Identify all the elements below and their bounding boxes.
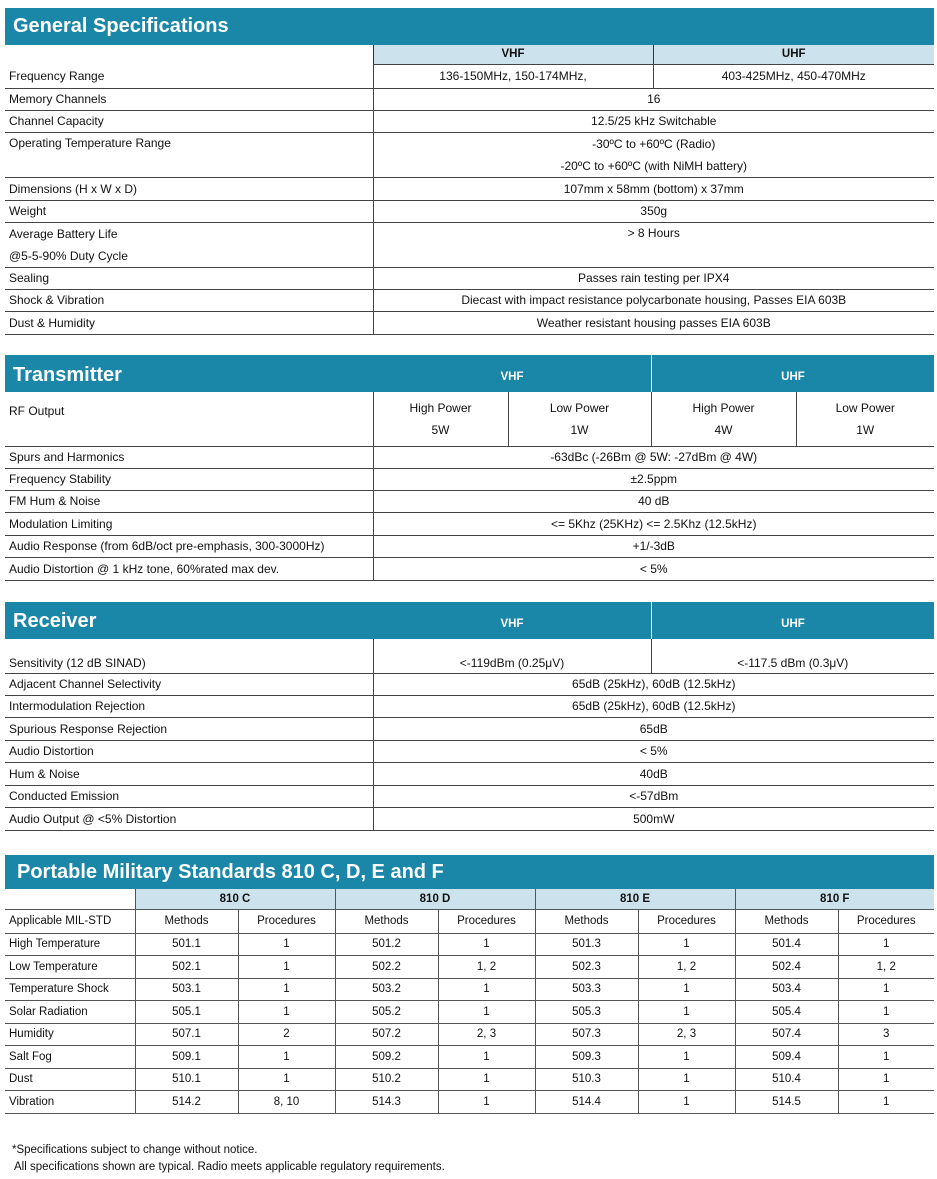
row-value: 136-150MHz, 150-174MHz, [373, 64, 653, 88]
mil-procedure-cell: 1 [438, 1001, 535, 1024]
row-label: Frequency Range [5, 64, 373, 88]
rf-output-vhf-low [508, 392, 651, 446]
mil-procedure-cell: 1 [238, 978, 335, 1001]
mil-procedure-cell: 1 [638, 978, 735, 1001]
battery-label-line2: @5-5-90% Duty Cycle [9, 248, 128, 263]
mil-procedure-cell: 1 [838, 978, 934, 1001]
row-label: Operating Temperature Range [5, 132, 373, 177]
procedures-header: Procedures [838, 909, 934, 933]
mil-procedure-cell: 1, 2 [638, 956, 735, 979]
mil-test-label: Vibration [5, 1091, 135, 1114]
mil-method-cell: 507.1 [135, 1023, 238, 1046]
general-subheader [5, 45, 934, 64]
table-row [5, 933, 934, 956]
footnote-typical: All specifications shown are typical. Radio meets applicable regulatory requirements. [14, 1161, 445, 1173]
row-label: Intermodulation Rejection [5, 695, 373, 717]
row-label: Audio Output @ <5% Distortion [5, 807, 373, 830]
row-label: Weight [5, 200, 373, 222]
mil-procedure-cell: 3 [838, 1023, 934, 1046]
table-row [5, 110, 934, 132]
mil-procedure-cell: 1 [438, 933, 535, 956]
row-value: 65dB (25kHz), 60dB (12.5kHz) [373, 673, 934, 695]
military-column-header [5, 909, 934, 933]
transmitter-title: Transmitter [13, 364, 122, 386]
rf-power-value: 1W [570, 422, 589, 437]
row-value: +1/-3dB [373, 535, 934, 557]
row-value: 40 dB [373, 490, 934, 512]
row-value: 16 [373, 88, 934, 110]
receiver-uhf-label: UHF [781, 618, 805, 630]
row-label: Sensitivity (12 dB SINAD) [5, 639, 373, 673]
mil-procedure-cell: 1 [638, 1091, 735, 1114]
mil-method-cell: 509.3 [535, 1046, 638, 1069]
general-title: General Specifications [13, 15, 229, 37]
temp-line-radio: -30ºC to +60ºC (Radio) [592, 136, 716, 151]
row-value: -63dBc (-26Bm @ 5W: -27dBm @ 4W) [373, 446, 934, 468]
table-row [5, 807, 934, 830]
row-value: 350g [373, 200, 934, 222]
table-row [5, 740, 934, 762]
mil-procedure-cell: 1 [838, 933, 934, 956]
transmitter-vhf-label: VHF [500, 371, 524, 383]
row-label: Modulation Limiting [5, 512, 373, 535]
mil-test-label: Humidity [5, 1023, 135, 1046]
transmitter-header [5, 355, 934, 392]
mil-procedure-cell: 1 [438, 1046, 535, 1069]
receiver-vhf-label: VHF [500, 618, 524, 630]
row-value: > 8 Hours [373, 222, 934, 267]
mil-procedure-cell: 1 [838, 1091, 934, 1114]
mil-method-cell: 507.2 [335, 1023, 438, 1046]
row-label: Hum & Noise [5, 762, 373, 785]
table-row [5, 978, 934, 1001]
mil-procedure-cell: 1 [838, 1001, 934, 1024]
table-row [5, 64, 934, 88]
row-label [5, 222, 373, 267]
mil-method-cell: 503.4 [735, 978, 838, 1001]
standard-810e: 810 E [535, 889, 735, 909]
mil-test-label: High Temperature [5, 933, 135, 956]
rf-output-uhf-low [796, 392, 934, 446]
row-value: 40dB [373, 762, 934, 785]
mil-method-cell: 501.2 [335, 933, 438, 956]
temp-line-battery: -20ºC to +60ºC (with NiMH battery) [560, 158, 747, 173]
battery-label-line1: Average Battery Life [9, 226, 118, 241]
mil-method-cell: 510.1 [135, 1068, 238, 1091]
mil-method-cell: 502.2 [335, 956, 438, 979]
mil-procedure-cell: 1 [238, 956, 335, 979]
table-row [5, 785, 934, 807]
mil-method-cell: 514.4 [535, 1091, 638, 1114]
row-value: <-57dBm [373, 785, 934, 807]
row-value: 12.5/25 kHz Switchable [373, 110, 934, 132]
methods-header: Methods [335, 909, 438, 933]
rf-output-vhf-high [373, 392, 508, 446]
rf-power-label: High Power [692, 400, 755, 415]
mil-procedure-cell: 1 [238, 1001, 335, 1024]
row-value: Diecast with impact resistance polycarbonate housing, Passes EIA 603B [373, 289, 934, 311]
mil-test-label: Dust [5, 1068, 135, 1091]
table-row [5, 717, 934, 740]
mil-first-col-header: Applicable MIL-STD [5, 909, 135, 933]
military-header [5, 855, 934, 889]
row-value: < 5% [373, 557, 934, 580]
footnote-change: *Specifications subject to change without notice. [12, 1144, 258, 1156]
mil-test-label: Temperature Shock [5, 978, 135, 1001]
mil-procedure-cell: 1 [838, 1068, 934, 1091]
mil-method-cell: 501.3 [535, 933, 638, 956]
receiver-table [5, 639, 934, 831]
table-row [5, 695, 934, 717]
table-row [5, 762, 934, 785]
table-row [5, 446, 934, 468]
table-row [5, 311, 934, 334]
rf-power-value: 5W [431, 422, 450, 437]
transmitter-table [5, 392, 934, 581]
receiver-header [5, 602, 934, 639]
mil-method-cell: 507.3 [535, 1023, 638, 1046]
mil-method-cell: 510.4 [735, 1068, 838, 1091]
mil-procedure-cell: 1 [438, 978, 535, 1001]
military-standard-header [5, 889, 934, 909]
table-row [5, 1046, 934, 1069]
table-row [5, 1091, 934, 1114]
row-value: Passes rain testing per IPX4 [373, 267, 934, 289]
mil-method-cell: 502.1 [135, 956, 238, 979]
mil-test-label: Low Temperature [5, 956, 135, 979]
mil-procedure-cell: 1 [838, 1046, 934, 1069]
rf-power-label: Low Power [835, 400, 895, 415]
row-value: 500mW [373, 807, 934, 830]
mil-method-cell: 503.3 [535, 978, 638, 1001]
table-row [5, 639, 934, 673]
mil-method-cell: 505.4 [735, 1001, 838, 1024]
mil-method-cell: 509.2 [335, 1046, 438, 1069]
procedures-header: Procedures [638, 909, 735, 933]
mil-procedure-cell: 2, 3 [638, 1023, 735, 1046]
mil-method-cell: 510.2 [335, 1068, 438, 1091]
mil-method-cell: 514.2 [135, 1091, 238, 1114]
standard-810d: 810 D [335, 889, 535, 909]
mil-method-cell: 505.2 [335, 1001, 438, 1024]
mil-method-cell: 514.3 [335, 1091, 438, 1114]
rf-power-label: High Power [409, 400, 472, 415]
table-row [5, 267, 934, 289]
methods-header: Methods [135, 909, 238, 933]
methods-header: Methods [735, 909, 838, 933]
row-label: Audio Distortion [5, 740, 373, 762]
table-row [5, 392, 934, 446]
row-label: Dimensions (H x W x D) [5, 177, 373, 200]
mil-method-cell: 505.1 [135, 1001, 238, 1024]
procedures-header: Procedures [438, 909, 535, 933]
row-label: Shock & Vibration [5, 289, 373, 311]
mil-method-cell: 502.3 [535, 956, 638, 979]
row-value: <-117.5 dBm (0.3μV) [651, 639, 934, 673]
table-row [5, 673, 934, 695]
row-value: ±2.5ppm [373, 468, 934, 490]
standard-810c: 810 C [135, 889, 335, 909]
row-label: Frequency Stability [5, 468, 373, 490]
mil-method-cell: 510.3 [535, 1068, 638, 1091]
general-table [5, 45, 934, 335]
mil-method-cell: 514.5 [735, 1091, 838, 1114]
mil-procedure-cell: 1 [638, 1001, 735, 1024]
mil-method-cell: 501.4 [735, 933, 838, 956]
mil-procedure-cell: 1 [438, 1068, 535, 1091]
row-value: <-119dBm (0.25μV) [373, 639, 651, 673]
table-row [5, 956, 934, 979]
military-standards-section [5, 855, 934, 1114]
row-label: Audio Distortion @ 1 kHz tone, 60%rated max dev. [5, 557, 373, 580]
rf-power-label: Low Power [549, 400, 610, 415]
mil-procedure-cell: 1, 2 [438, 956, 535, 979]
mil-procedure-cell: 1 [638, 1046, 735, 1069]
table-row [5, 512, 934, 535]
mil-procedure-cell: 1 [438, 1091, 535, 1114]
row-label: Conducted Emission [5, 785, 373, 807]
military-title: Portable Military Standards 810 C, D, E and F [17, 861, 444, 883]
military-rows [5, 933, 934, 1113]
transmitter-uhf-label: UHF [781, 371, 805, 383]
mil-method-cell: 507.4 [735, 1023, 838, 1046]
table-row [5, 468, 934, 490]
row-label: Audio Response (from 6dB/oct pre-emphasis, 300-3000Hz) [5, 535, 373, 557]
row-value: 65dB (25kHz), 60dB (12.5kHz) [373, 695, 934, 717]
rf-output-uhf-high [651, 392, 796, 446]
mil-procedure-cell: 1 [238, 1068, 335, 1091]
row-label: FM Hum & Noise [5, 490, 373, 512]
row-value: Weather resistant housing passes EIA 603B [373, 311, 934, 334]
table-row [5, 289, 934, 311]
general-header [5, 8, 934, 45]
table-row [5, 490, 934, 512]
row-label: Dust & Humidity [5, 311, 373, 334]
table-row [5, 177, 934, 200]
receiver-title: Receiver [13, 610, 97, 632]
receiver-section [5, 602, 934, 831]
mil-procedure-cell: 2 [238, 1023, 335, 1046]
table-row [5, 1023, 934, 1046]
mil-method-cell: 509.4 [735, 1046, 838, 1069]
mil-method-cell: 501.1 [135, 933, 238, 956]
table-row [5, 200, 934, 222]
row-label: Channel Capacity [5, 110, 373, 132]
general-specifications-section [5, 8, 934, 335]
row-label: Sealing [5, 267, 373, 289]
table-row [5, 1068, 934, 1091]
mil-procedure-cell: 1 [238, 933, 335, 956]
table-row [5, 88, 934, 110]
mil-method-cell: 503.2 [335, 978, 438, 1001]
mil-method-cell: 502.4 [735, 956, 838, 979]
mil-procedure-cell: 8, 10 [238, 1091, 335, 1114]
methods-header: Methods [535, 909, 638, 933]
row-label: Memory Channels [5, 88, 373, 110]
mil-test-label: Salt Fog [5, 1046, 135, 1069]
row-value [373, 132, 934, 177]
table-row [5, 222, 934, 267]
table-row [5, 1001, 934, 1024]
mil-method-cell: 505.3 [535, 1001, 638, 1024]
rf-power-value: 1W [856, 422, 875, 437]
mil-procedure-cell: 1 [638, 933, 735, 956]
mil-test-label: Solar Radiation [5, 1001, 135, 1024]
row-value: 65dB [373, 717, 934, 740]
row-label: RF Output [5, 392, 373, 446]
general-vhf-label: VHF [373, 45, 653, 64]
procedures-header: Procedures [238, 909, 335, 933]
mil-procedure-cell: 2, 3 [438, 1023, 535, 1046]
military-table [5, 889, 934, 1114]
mil-method-cell: 509.1 [135, 1046, 238, 1069]
row-value: <= 5Khz (25KHz) <= 2.5Khz (12.5kHz) [373, 512, 934, 535]
row-label: Spurs and Harmonics [5, 446, 373, 468]
row-label: Adjacent Channel Selectivity [5, 673, 373, 695]
mil-procedure-cell: 1 [238, 1046, 335, 1069]
rf-power-value: 4W [714, 422, 733, 437]
row-value: 403-425MHz, 450-470MHz [653, 64, 934, 88]
general-uhf-label: UHF [653, 45, 934, 64]
row-value: 107mm x 58mm (bottom) x 37mm [373, 177, 934, 200]
mil-procedure-cell: 1, 2 [838, 956, 934, 979]
standard-810f: 810 F [735, 889, 934, 909]
transmitter-section [5, 355, 934, 581]
mil-procedure-cell: 1 [638, 1068, 735, 1091]
table-row [5, 535, 934, 557]
row-label: Spurious Response Rejection [5, 717, 373, 740]
mil-method-cell: 503.1 [135, 978, 238, 1001]
table-row [5, 132, 934, 177]
table-row [5, 557, 934, 580]
row-value: < 5% [373, 740, 934, 762]
